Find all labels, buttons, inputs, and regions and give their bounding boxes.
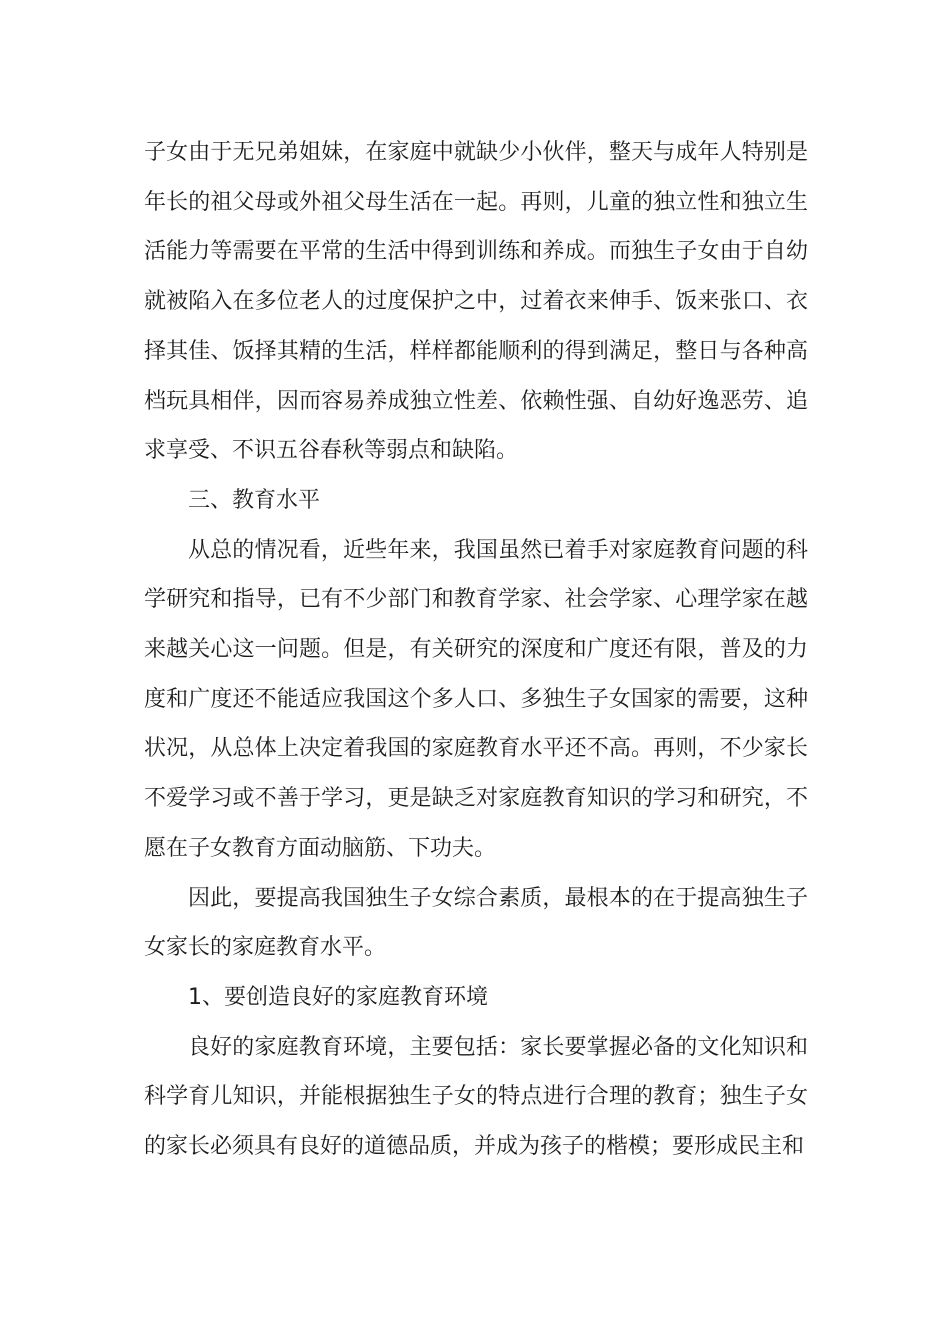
- paragraph-only-child-dependence: 子女由于无兄弟姐妹，在家庭中就缺少小伙伴，整天与成年人特别是年长的祖父母或外祖父母生活在一起。再则，儿童的独立性和独立生活能力等需要在平常的生活中得到训练和养成。而独生子女由于自幼就被陷入在多位老人的过度保护之中，过着衣来伸手、饭来张口、衣择其佳、饭择其精的生活，样样都能顺利的得到满足，整日与各种高档玩具相伴，因而容易养成独立性差、依赖性强、自幼好逸恶劳、追求享受、不识五谷春秋等弱点和缺陷。: [144, 140, 808, 464]
- paragraph-overall-situation: 从总的情况看，近些年来，我国虽然已着手对家庭教育问题的科学研究和指导，已有不少部门和教育学家、社会学家、心理学家在越来越关心这一问题。但是，有关研究的深度和广度还有限，普及的力度和广度还不能适应我国这个多人口、多独生子女国家的需要，这种状况，从总体上决定着我国的家庭教育水平还不高。再则，不少家长不爱学习或不善于学习，更是缺乏对家庭教育知识的学习和研究，不愿在子女教育方面动脑筋、下功夫。: [144, 537, 808, 861]
- section-heading-education-level: 三、教育水平: [188, 487, 321, 513]
- paragraph-good-environment: 良好的家庭教育环境，主要包括：家长要掌握必备的文化知识和科学育儿知识，并能根据独生子女的特点进行合理的教育；独生子女的家长必须具有良好的道德品质，并成为孩子的楷模；要形成民主和: [144, 1034, 808, 1160]
- subheading-family-environment: 1、要创造良好的家庭教育环境: [188, 984, 488, 1010]
- paragraph-conclusion: 因此，要提高我国独生子女综合素质，最根本的在于提高独生子女家长的家庭教育水平。: [144, 885, 808, 961]
- document-body: [144, 128, 808, 1172]
